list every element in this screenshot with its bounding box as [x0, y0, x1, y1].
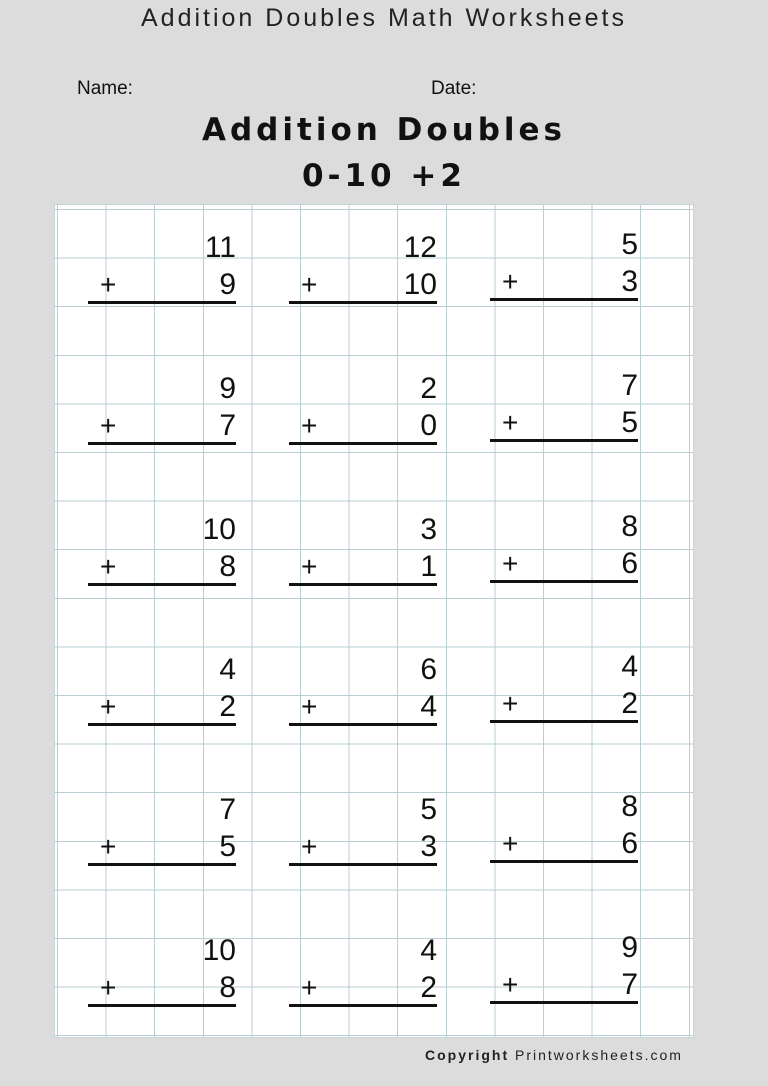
answer-line [289, 442, 437, 445]
addition-problem [88, 374, 236, 444]
plus-sign: + [100, 972, 117, 1003]
addend-bottom: 9 [219, 268, 236, 301]
addend-top: 4 [420, 934, 437, 967]
addend-bottom: 2 [219, 690, 236, 723]
answer-line [490, 439, 638, 442]
addend-bottom: 3 [621, 265, 638, 298]
addition-problem [490, 792, 638, 862]
answer-line [490, 860, 638, 863]
addend-bottom: 10 [403, 268, 437, 301]
addition-problem [289, 655, 437, 725]
addend-bottom: 2 [420, 971, 437, 1004]
plus-sign: + [301, 551, 318, 582]
plus-sign: + [301, 831, 318, 862]
answer-line [289, 583, 437, 586]
addend-top: 4 [219, 653, 236, 686]
addition-problem [490, 652, 638, 722]
plus-sign: + [502, 969, 519, 1000]
addition-problem [490, 371, 638, 441]
addend-bottom: 7 [219, 409, 236, 442]
addend-bottom: 2 [621, 687, 638, 720]
plus-sign: + [100, 410, 117, 441]
name-label: Name: [77, 78, 133, 99]
addend-bottom: 4 [420, 690, 437, 723]
addend-bottom: 8 [219, 550, 236, 583]
addend-bottom: 3 [420, 830, 437, 863]
addend-bottom: 7 [621, 968, 638, 1001]
addition-problem [289, 795, 437, 865]
answer-line [289, 1004, 437, 1007]
plus-sign: + [100, 831, 117, 862]
plus-sign: + [301, 410, 318, 441]
answer-line [88, 583, 236, 586]
worksheet-heading: Addition Doubles [202, 112, 566, 148]
addend-top: 8 [621, 790, 638, 823]
footer-copyright [425, 1047, 683, 1063]
addition-problem [289, 233, 437, 303]
addend-bottom: 6 [621, 827, 638, 860]
plus-sign: + [100, 269, 117, 300]
answer-line [88, 1004, 236, 1007]
plus-sign: + [502, 407, 519, 438]
worksheet-subheading: 0-10 +2 [302, 158, 466, 194]
addition-problem [88, 655, 236, 725]
answer-line [88, 863, 236, 866]
addend-top: 2 [420, 372, 437, 405]
plus-sign: + [502, 828, 519, 859]
addend-top: 11 [204, 231, 236, 264]
graph-paper-grid [54, 204, 694, 1038]
addition-problem [289, 374, 437, 444]
addend-top: 10 [202, 513, 236, 546]
plus-sign: + [301, 269, 318, 300]
plus-sign: + [502, 688, 519, 719]
addend-bottom: 1 [420, 550, 437, 583]
answer-line [490, 720, 638, 723]
addition-problem [88, 936, 236, 1006]
answer-line [490, 1001, 638, 1004]
answer-line [289, 723, 437, 726]
answer-line [490, 580, 638, 583]
addend-top: 4 [621, 650, 638, 683]
addend-top: 9 [219, 372, 236, 405]
addend-top: 7 [219, 793, 236, 826]
answer-line [88, 723, 236, 726]
addend-top: 12 [403, 231, 437, 264]
answer-line [88, 301, 236, 304]
addend-top: 5 [420, 793, 437, 826]
addition-problem [490, 512, 638, 582]
answer-line [88, 442, 236, 445]
plus-sign: + [100, 551, 117, 582]
addend-top: 10 [202, 934, 236, 967]
addition-problem [88, 795, 236, 865]
addend-bottom: 6 [621, 547, 638, 580]
addend-top: 8 [621, 510, 638, 543]
addend-bottom: 5 [621, 406, 638, 439]
addend-top: 3 [420, 513, 437, 546]
answer-line [490, 298, 638, 301]
site-name: Printworksheets.com [515, 1047, 683, 1063]
plus-sign: + [301, 691, 318, 722]
addend-top: 7 [621, 369, 638, 402]
addition-problem [490, 933, 638, 1003]
page-title: Addition Doubles Math Worksheets [140, 4, 627, 32]
addend-top: 6 [420, 653, 437, 686]
addend-bottom: 5 [219, 830, 236, 863]
plus-sign: + [301, 972, 318, 1003]
copyright-label: Copyright [425, 1047, 510, 1063]
addend-bottom: 0 [420, 409, 437, 442]
date-label: Date: [431, 78, 477, 99]
addition-problem [289, 515, 437, 585]
addition-problem [88, 515, 236, 585]
plus-sign: + [502, 548, 519, 579]
addend-top: 5 [621, 228, 638, 261]
addition-problem [490, 230, 638, 300]
plus-sign: + [502, 266, 519, 297]
addend-bottom: 8 [219, 971, 236, 1004]
answer-line [289, 301, 437, 304]
addend-top: 9 [621, 931, 638, 964]
addition-problem [289, 936, 437, 1006]
answer-line [289, 863, 437, 866]
addition-problem [88, 233, 236, 303]
plus-sign: + [100, 691, 117, 722]
